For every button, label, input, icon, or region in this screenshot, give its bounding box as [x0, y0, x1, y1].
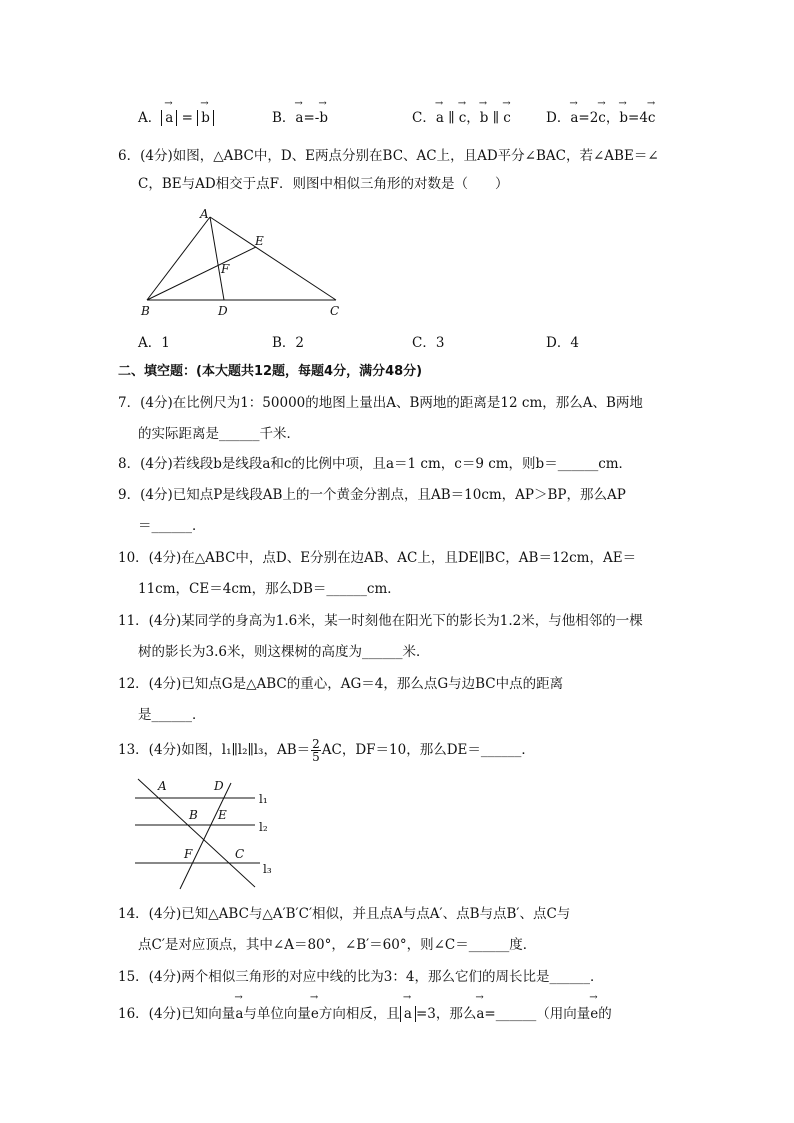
q5-option-a: A．→ a = → b	[138, 106, 214, 126]
q13-label-l1: l₁	[259, 792, 268, 806]
q13-text: 13．(4分)如图，l₁∥l₂∥l₃，AB＝ $\frac{2}{5}$ AC，DF＝10，那么DE＝______．	[118, 737, 535, 764]
q10-text-line1: 10．(4分)在△ABC中，点D、E分别在边AB、AC上，且DE∥BC，AB＝12cm，AE＝	[118, 550, 637, 566]
q6-option-d: D．4	[546, 335, 579, 351]
q11-text-line1: 11．(4分)某同学的身高为1.6米，某一时刻他在阳光下的影长为1.2米，与他相邻的一棵	[118, 613, 643, 629]
q6-label-b: B	[141, 304, 150, 318]
q9-text-line2: ＝______．	[138, 518, 206, 534]
q6-segment-ab	[147, 217, 210, 300]
q13-label-f: F	[184, 847, 193, 861]
q5-option-d: D．→ a=2→ c，→ b=4→ c	[546, 106, 655, 126]
q13-label-l3: l₃	[263, 862, 272, 876]
q7-text-line2: 的实际距离是______千米．	[138, 426, 300, 442]
q9-text-line1: 9．(4分)已知点P是线段AB上的一个黄金分割点，且AB＝10cm，AP＞BP，那么AP	[118, 487, 626, 503]
q6-text-line2: C，BE与AD相交于点F．则图中相似三角形的对数是（ ）	[138, 176, 509, 192]
q13-label-e: E	[218, 808, 227, 822]
q6-option-c: C．3	[412, 335, 445, 351]
q8-text: 8．(4分)若线段b是线段a和c的比例中项，且a＝1 cm，c＝9 cm，则b＝______cm．	[118, 456, 633, 472]
q13-transversal-ac	[138, 779, 255, 887]
q5-option-b: B．→ a=-→ b	[272, 106, 328, 126]
q13-transversal-df	[180, 783, 231, 889]
q13-label-c: C	[235, 847, 245, 861]
q6-segment-be	[147, 247, 256, 300]
q13-fraction: $\frac{2}{5}$	[312, 737, 320, 764]
q6-segment-ad	[210, 217, 224, 300]
q14-text-line2: 点C′是对应顶点，其中∠A＝80°，∠B′＝60°，则∠C＝______度．	[138, 937, 537, 953]
q6-segment-ac	[210, 217, 336, 300]
q12-text-line2: 是______．	[138, 707, 206, 723]
q14-text-line1: 14．(4分)已知△ABC与△A′B′C′相似，并且点A与点A′、点B与点B′、点C与	[118, 906, 571, 922]
q5-option-c: C．→ a ∥ → c，→ b ∥ → c	[412, 106, 511, 126]
q12-text-line1: 12．(4分)已知点G是△ABC的重心，AG＝4，那么点G与边BC中点的距离	[118, 676, 564, 692]
q6-label-d: D	[218, 304, 228, 318]
q6-text-line1: 6．(4分)如图，△ABC中，D、E两点分别在BC、AC上，且AD平分∠BAC，若∠ABE＝∠	[118, 148, 659, 164]
q7-text-line1: 7．(4分)在比例尺为1：50000的地图上量出A、B两地的距离是12 cm，那么A、B两地	[118, 395, 643, 411]
q6-triangle-figure	[138, 205, 353, 320]
q13-label-l2: l₂	[259, 820, 268, 834]
q6-label-a: A	[200, 207, 209, 221]
q10-text-line2: 11cm，CE＝4cm，那么DB＝______cm．	[138, 581, 401, 597]
q11-text-line2: 树的影长为3.6米，则这棵树的高度为______米．	[138, 644, 430, 660]
q13-label-b: B	[189, 808, 198, 822]
q6-label-e: E	[255, 234, 264, 248]
q13-parallel-lines-figure	[130, 774, 280, 896]
q13-label-d: D	[214, 779, 224, 793]
q6-label-f: F	[221, 262, 230, 276]
q15-text: 15．(4分)两个相似三角形的对应中线的比为3：4，那么它们的周长比是______．	[118, 969, 604, 985]
q13-label-a: A	[158, 779, 167, 793]
section-title: 二、填空题：(本大题共12题，每题4分，满分48分)	[118, 364, 423, 379]
q6-label-c: C	[330, 304, 340, 318]
q16-text: 16．(4分)已知向量→ a与单位向量→ e方向相反，且→ a =3，那么→ a=______（用向量→ e的	[118, 1002, 612, 1024]
q6-option-a: A．1	[138, 335, 170, 351]
q6-option-b: B．2	[272, 335, 305, 351]
